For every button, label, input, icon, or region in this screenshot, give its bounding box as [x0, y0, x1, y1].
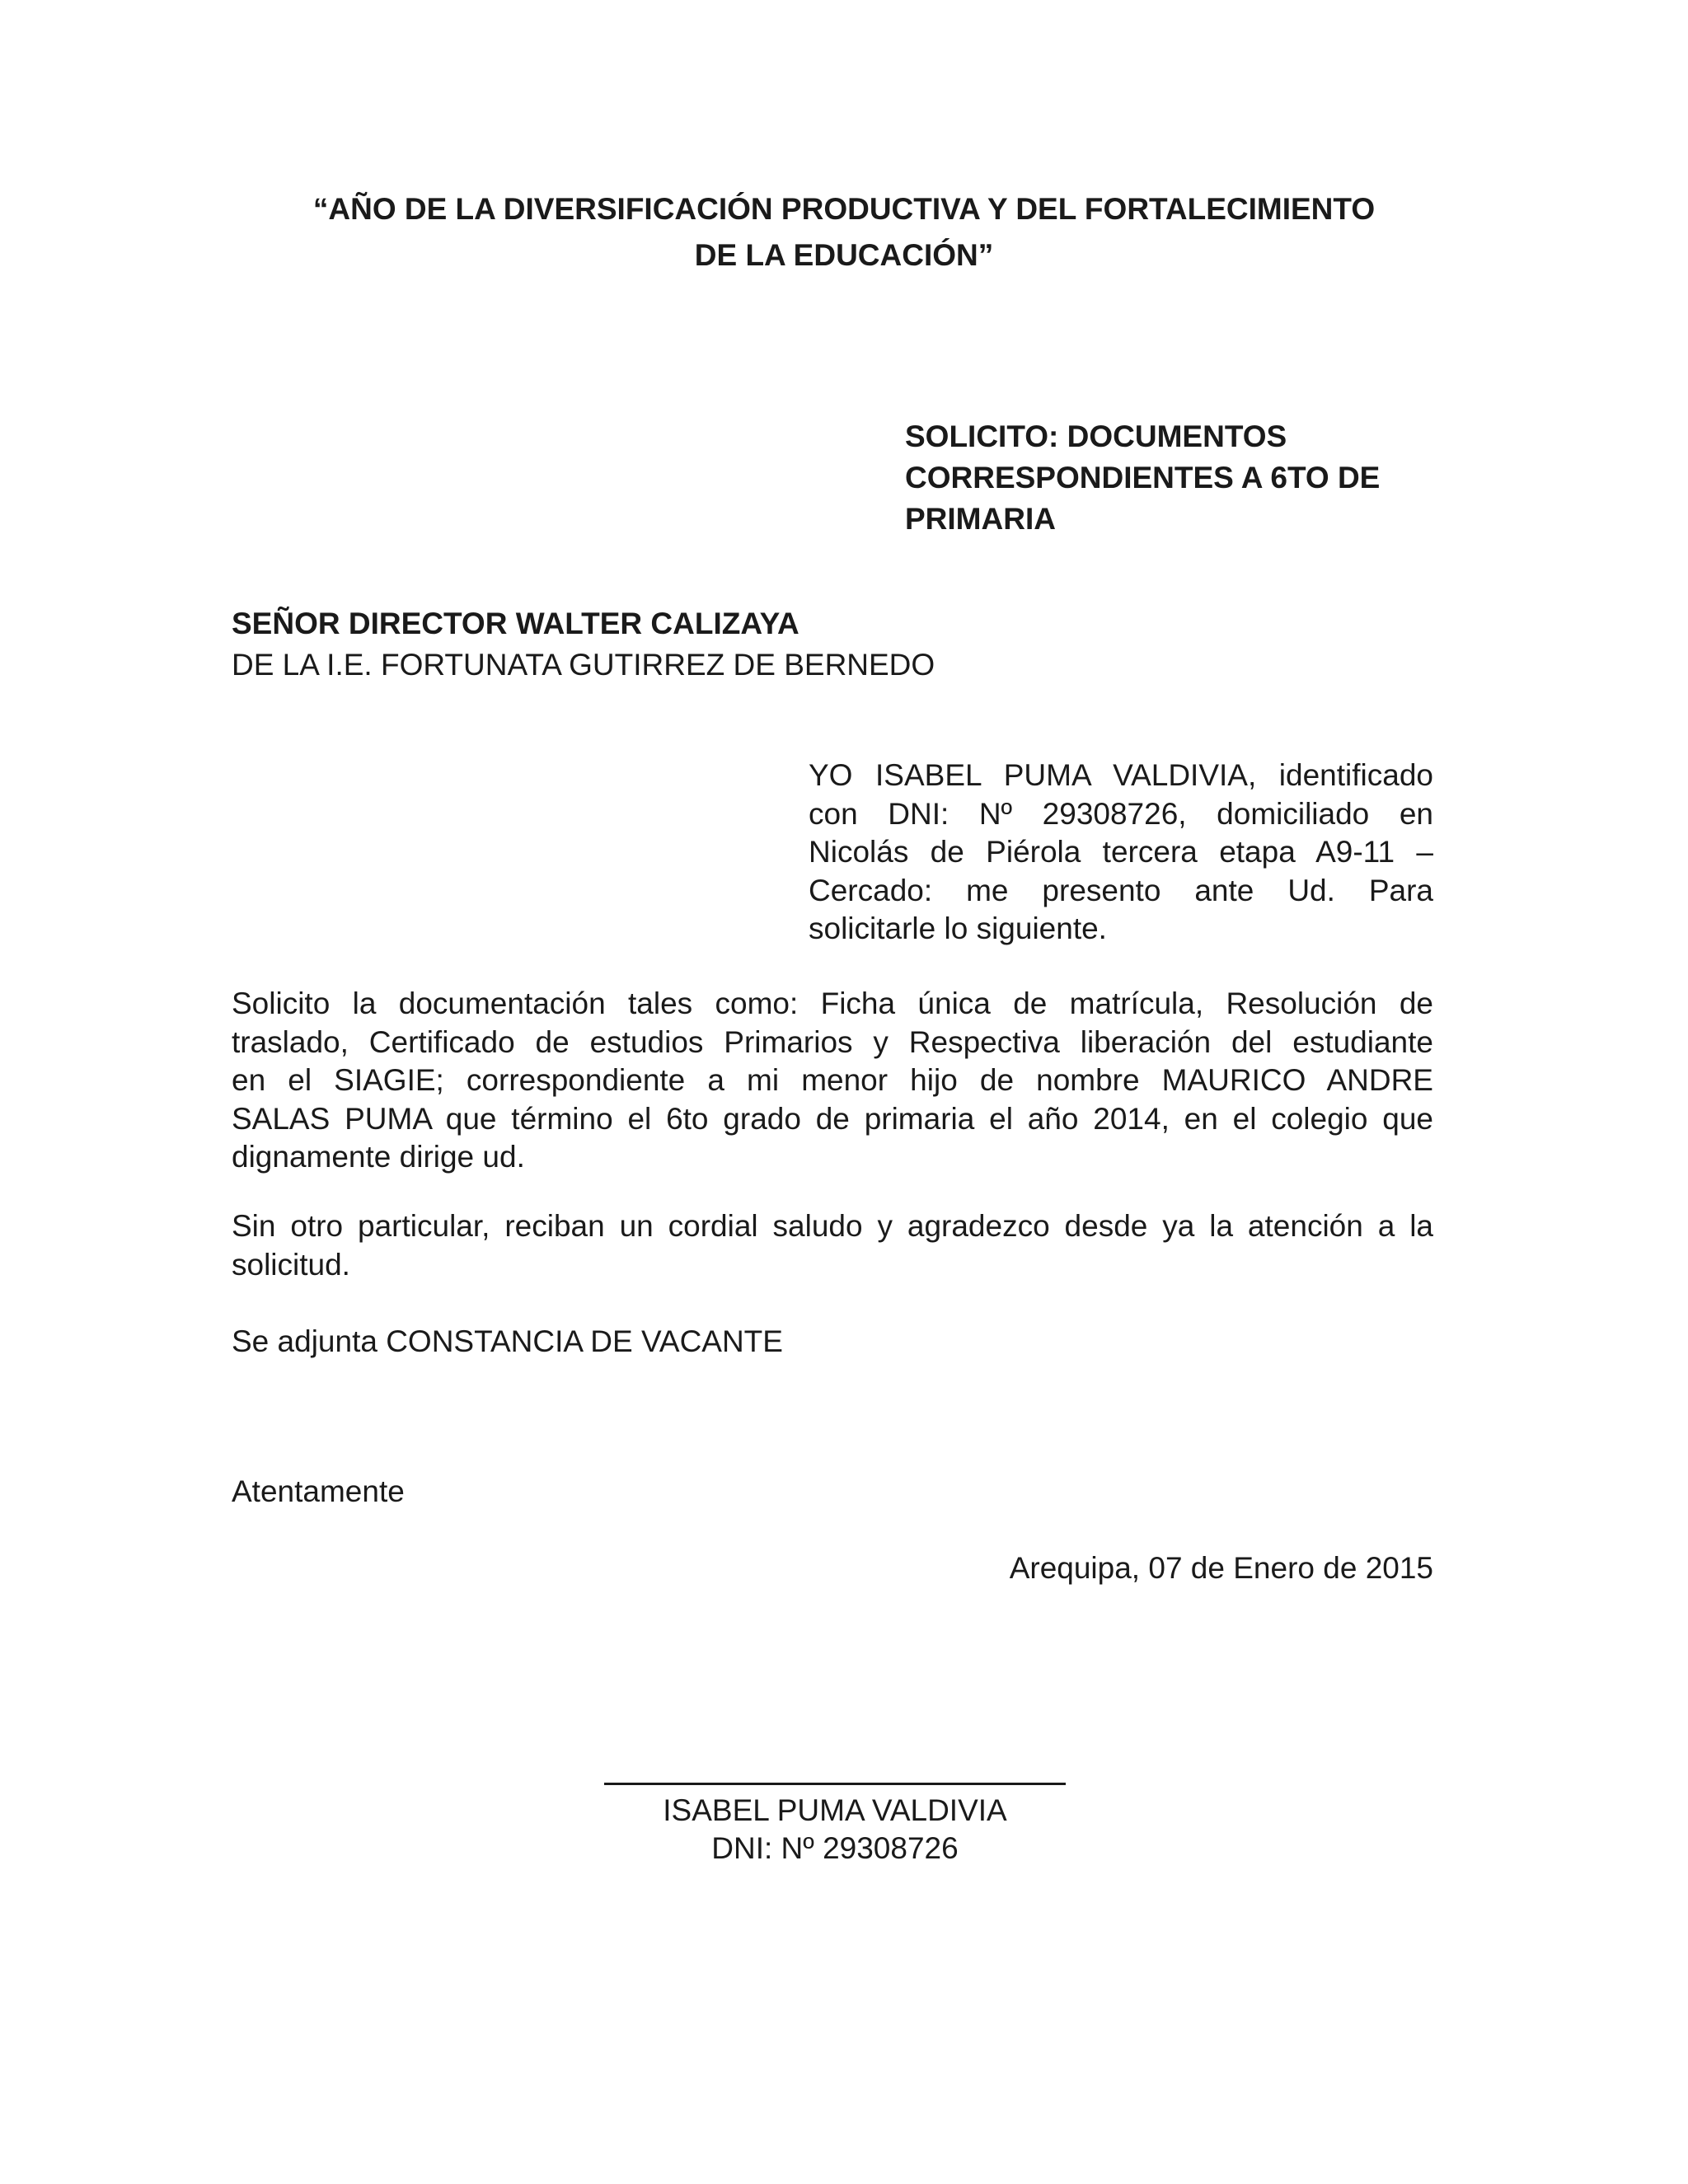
intro-line: YO ISABEL PUMA VALDIVIA, identificado — [809, 758, 1433, 792]
motto-line-2: DE LA EDUCACIÓN” — [694, 238, 994, 272]
signature-block — [604, 1783, 1066, 1868]
intro-line: Cercado: me presento ante Ud. Para — [809, 873, 1433, 907]
subject-line-3: PRIMARIA — [905, 502, 1056, 536]
subject-line-2: CORRESPONDIENTES A 6TO DE — [905, 461, 1381, 494]
paragraph-line: dignamente dirige ud. — [232, 1140, 525, 1174]
intro-line: Nicolás de Piérola tercera etapa A9-11 – — [809, 835, 1433, 869]
applicant-intro — [809, 757, 1433, 949]
attachment-note — [232, 1323, 1433, 1361]
paragraph-line: SALAS PUMA que término el 6to grado de primaria el año 2014, en el colegio que — [232, 1101, 1433, 1136]
paragraph-line: Se adjunta CONSTANCIA DE VACANTE — [232, 1324, 783, 1358]
paragraph-line: traslado, Certificado de estudios Primarios y Respectiva liberación del estudiante — [232, 1024, 1433, 1059]
paragraph-line: en el SIAGIE; correspondiente a mi menor hijo de nombre MAURICO ANDRE — [232, 1063, 1433, 1097]
signer-name: ISABEL PUMA VALDIVIA — [663, 1793, 1007, 1827]
subject-line-1: SOLICITO: DOCUMENTOS — [905, 419, 1287, 453]
signer-dni: DNI: Nº 29308726 — [711, 1831, 959, 1865]
intro-line: solicitarle lo siguiente. — [809, 912, 1107, 945]
addressee-name: SEÑOR DIRECTOR WALTER CALIZAYA — [232, 607, 799, 640]
request-paragraph — [232, 985, 1433, 1177]
year-motto — [148, 186, 1540, 279]
paragraph-line: Solicito la documentación tales como: Ficha única de matrícula, Resolución de — [232, 987, 1433, 1020]
signature-line — [604, 1783, 1066, 1785]
paragraph-line: solicitud. — [232, 1247, 350, 1282]
closing-salutation: Atentamente — [232, 1474, 405, 1508]
request-subject — [905, 416, 1380, 540]
motto-line-1: “AÑO DE LA DIVERSIFICACIÓN PRODUCTIVA Y DEL FORTALECIMIENTO — [312, 192, 1376, 226]
paragraph-line: Sin otro particular, reciban un cordial saludo y agradezco desde ya la atención a la — [232, 1209, 1433, 1243]
place-date: Arequipa, 07 de Enero de 2015 — [1009, 1551, 1433, 1585]
addressee-block — [232, 603, 935, 686]
greeting-paragraph — [232, 1207, 1433, 1284]
addressee-institution: DE LA I.E. FORTUNATA GUTIRREZ DE BERNEDO — [232, 648, 935, 682]
intro-line: con DNI: Nº 29308726, domiciliado en — [809, 796, 1433, 831]
